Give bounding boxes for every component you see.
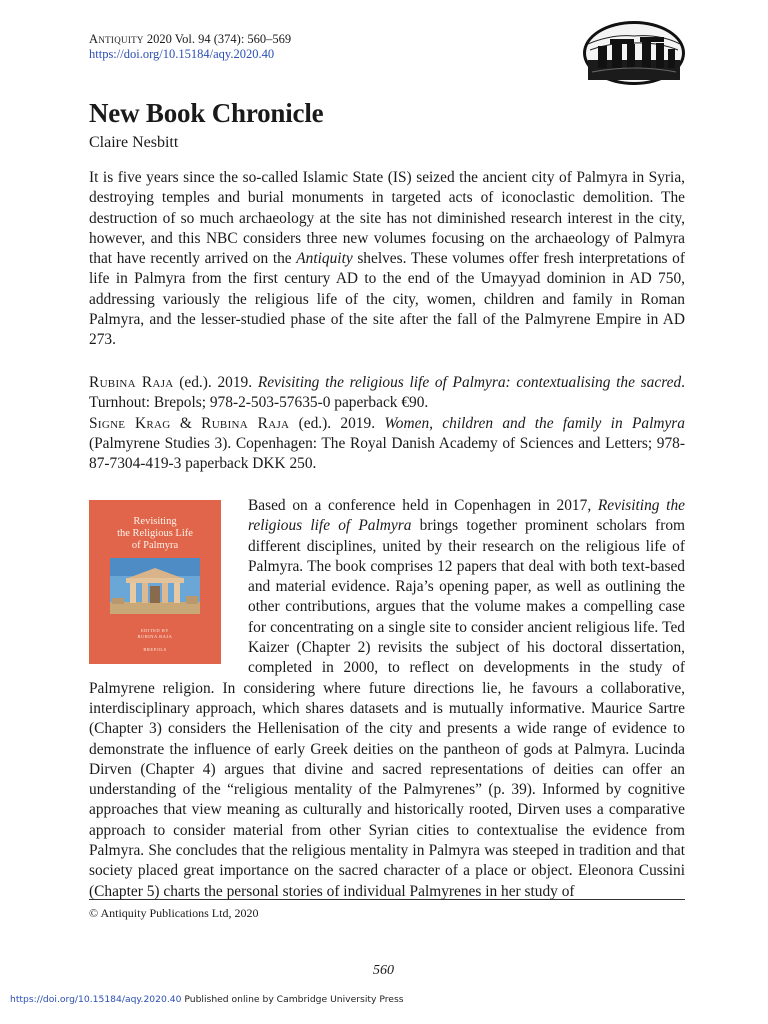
review-book-title: Revisiting the religious life of Palmyra [248,497,685,535]
publication-footer [10,994,404,1005]
reference-2 [89,414,685,475]
reference-1-title: Revisiting the religious life of Palmyra: contextualising the sacred [257,374,682,391]
footer-published-text: Published online by Cambridge University Press [181,994,404,1005]
review-text-part1: Based on a conference held in Copenhagen in 2017, [248,497,598,514]
footer-doi-link[interactable]: https://doi.org/10.15184/aqy.2020.40 [10,994,182,1005]
cover-title-line-3: of Palmyra [131,540,179,551]
cover-title-line-2: the Religious Life [117,528,193,539]
review-text-part2: brings together prominent scholars from different disciplines, united by their research on the religious life of Palmyra. The book comprises 12 papers that deal with both text-based and material evidence. Raja’s opening paper, as well as outlining the other contributions, argues that the volume makes a compelling case for concentrating on a single site to consider ancient religious life. Ted Kaizer (Chapter 2) revisits the subject of his doctoral dissertation, completed in 2000, to reflect on developments in the study of Palmyrene religion. In considering where future directions lie, he favours a collaborative, interdisciplinary approach, which shares datasets and is mutually informative. Maurice Sartre (Chapter 3) considers the Hellenisation of the city and presents a wide range of evidence to demonstrate the influence of early Greek deities on the pantheon of gods at Palmyra. Lucinda Dirven (Chapter 4) argues that divine and sacred representations of deities can offer an understanding of the “religious mentality of the Palmyrenes” (p. 39). Informed by cognitive approaches that view meaning as culturally and historically rooted, Dirven uses a comparative approach to consider material from other Syrian cities to contextualise the evidence from Palmyra. She concludes that the religious mentality in Palmyra was steeped in tradition and that society placed great importance on the sacred character of a place or object. Eleonora Cussini (Chapter 5) charts the personal stories of individual Palmyrenes in her study of [89,517,685,900]
intro-text-part2: shelves. These volumes offer fresh interpretations of life in Palmyra from the first century AD to the end of the Umayyad dominion in AD 750, addressing variously the religious life of the city, women, children and family in Roman Palmyra, and the lesser-studied phase of the site after the fall of the Palmyrene Empire in AD 273. [89,250,685,349]
review-paragraph [89,496,685,902]
journal-citation [89,31,291,47]
reference-2-title: Women, children and the family in Palmyra [384,414,685,432]
reference-1-details: . Turnhout: Brepols; 978-2-503-57635-0 paperback €90. [89,374,685,412]
intro-text-part1: It is five years since the so-called Islamic State (IS) seized the ancient city of Palmyra in Syria, destroying temples and burial monuments in targeted acts of iconoclastic demolition. The destruction of so much archaeology at the site has not diminished research interest in the city, however, and this NBC considers three new volumes focusing on the archaeology of Palmyra that have recently arrived on the [89,169,685,268]
page-number: 560 [373,963,394,978]
footnote-divider [89,899,685,900]
reference-1 [89,373,685,414]
cover-publisher: BREPOLS [143,647,167,652]
journal-name: Antiquity [89,32,144,46]
reference-1-meta: (ed.). 2019. [173,374,258,391]
intro-journal-name: Antiquity [296,250,353,268]
book-references [89,373,685,474]
reference-2-author-2: Rubina Raja [201,414,290,432]
cover-title-line-1: Revisiting [133,516,177,527]
reference-2-author-1: Signe Krag [89,414,171,432]
article-author: Claire Nesbitt [89,134,179,151]
reference-2-details: (Palmyrene Studies 3). Copenhagen: The Royal Danish Academy of Sciences and Letters; 978-87-7304-419-3 paperback DKK 250. [89,434,685,473]
antiquity-stonehenge-logo [582,20,686,86]
doi-link[interactable]: https://doi.org/10.15184/aqy.2020.40 [89,47,275,61]
reference-2-amp: & [170,414,202,432]
article-title: New Book Chronicle [89,98,324,128]
reference-2-meta: (ed.). 2019. [289,414,385,432]
journal-issue: 2020 Vol. 94 (374): 560–569 [143,32,292,46]
cover-editor-line-1: EDITED BY [140,628,170,633]
intro-paragraph [89,168,685,351]
reference-1-author: Rubina Raja [89,374,174,391]
copyright-notice: © Antiquity Publications Ltd, 2020 [89,906,259,920]
cover-editor-line-2: RUBINA RAJA [137,634,173,639]
